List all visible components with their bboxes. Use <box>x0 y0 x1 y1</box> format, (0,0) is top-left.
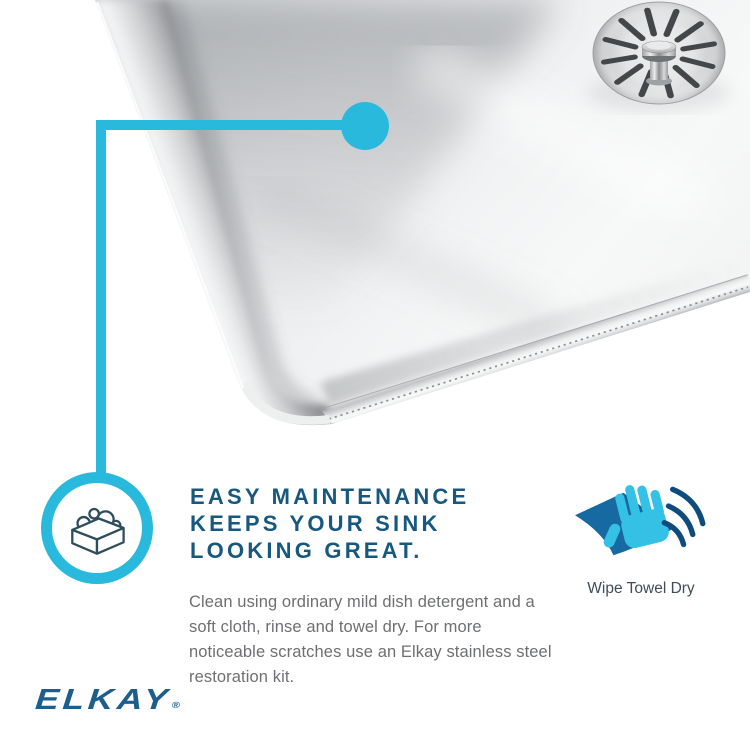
headline-line-3: LOOKING GREAT. <box>190 538 423 563</box>
soap-bar-icon <box>59 490 135 566</box>
body-copy: Clean using ordinary mild dish detergent and a soft cloth, rinse and towel dry. For more noticeable scratches use an Elkay stainless steel restoration kit. <box>189 593 552 686</box>
towel-wipe-hand-icon <box>556 476 726 572</box>
registered-mark: ® <box>171 700 181 710</box>
callout-line-horizontal <box>96 120 366 130</box>
feature-label: Wipe Towel Dry <box>587 580 695 597</box>
headline <box>190 483 469 564</box>
elkay-logo <box>34 684 182 717</box>
headline-line-1: EASY MAINTENANCE <box>190 484 470 509</box>
soap-icon-circle <box>41 472 153 584</box>
logo-text: ELKAY <box>34 684 173 716</box>
motion-arcs <box>664 489 702 544</box>
wipe-towel-dry-feature <box>556 476 726 597</box>
headline-line-2: KEEPS YOUR SINK <box>190 511 441 536</box>
callout-line-vertical <box>96 120 106 476</box>
highlight-dot-icon <box>341 102 389 150</box>
